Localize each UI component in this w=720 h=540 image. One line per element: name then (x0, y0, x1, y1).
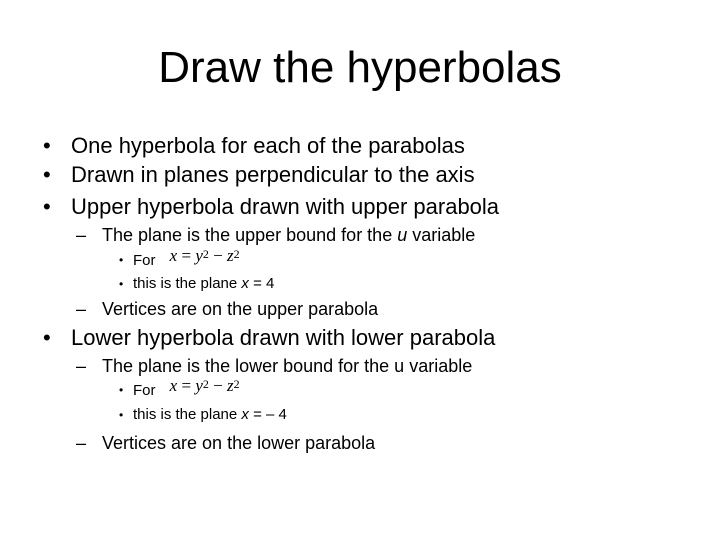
sub-bullet-item (76, 354, 473, 378)
sub-bullet-item (76, 297, 379, 321)
sub-sub-bullet-item (119, 376, 240, 401)
equation: $x = y^2 - z^2$ (169, 376, 240, 395)
bullet-item (43, 193, 500, 221)
slide-title: Draw the hyperbolas (158, 43, 562, 92)
sub-sub-bullet-marker: • (119, 253, 124, 267)
sub-sub-bullet-item (119, 246, 240, 271)
sub-bullet-marker: – (76, 433, 87, 453)
sub-bullet-text (102, 225, 475, 245)
plane-x-variable: x (241, 406, 249, 423)
bullet-text: One hyperbola for each of the parabolas (71, 133, 465, 158)
plane-x-prefix: this is the plane (133, 406, 242, 423)
sub-bullet-item (76, 223, 476, 247)
for-label: For (133, 382, 156, 399)
sub-bullet-marker: – (76, 356, 87, 376)
sub-bullet-text: Vertices are on the lower parabola (102, 433, 376, 453)
sub-sub-bullet-item (119, 405, 287, 425)
sub-bullet-text: Vertices are on the upper parabola (102, 299, 379, 319)
bullet-text: Lower hyperbola drawn with lower parabola (71, 325, 496, 350)
bullet-item (43, 161, 475, 189)
equation: $x = y^2 - z^2$ (169, 246, 240, 265)
plane-text-prefix: The plane is the upper bound for the (102, 225, 398, 245)
bullet-text: Upper hyperbola drawn with upper parabola (71, 194, 500, 219)
sub-bullet-marker: – (76, 225, 87, 245)
plane-variable: u (397, 225, 408, 245)
sub-bullet-marker: – (76, 299, 87, 319)
for-label: For (133, 252, 156, 269)
sub-sub-bullet-marker: • (119, 408, 124, 422)
bullet-marker: • (43, 325, 51, 350)
sub-bullet-text: The plane is the lower bound for the u variable (102, 356, 473, 376)
plane-x-prefix: this is the plane (133, 275, 242, 292)
sub-sub-bullet-marker: • (119, 277, 124, 291)
plane-text-suffix: variable (407, 225, 476, 245)
bullet-marker: • (43, 162, 51, 187)
plane-x-variable: x (241, 275, 249, 292)
plane-x-suffix: = 4 (248, 275, 275, 292)
sub-sub-bullet-marker: • (119, 383, 124, 397)
sub-sub-bullet-item (119, 274, 275, 294)
bullet-marker: • (43, 194, 51, 219)
bullet-item (43, 324, 496, 352)
sub-bullet-item (76, 431, 376, 455)
plane-x-suffix: = – 4 (248, 406, 287, 423)
bullet-text: Drawn in planes perpendicular to the axis (71, 162, 475, 187)
bullet-marker: • (43, 133, 51, 158)
bullet-item (43, 132, 465, 160)
